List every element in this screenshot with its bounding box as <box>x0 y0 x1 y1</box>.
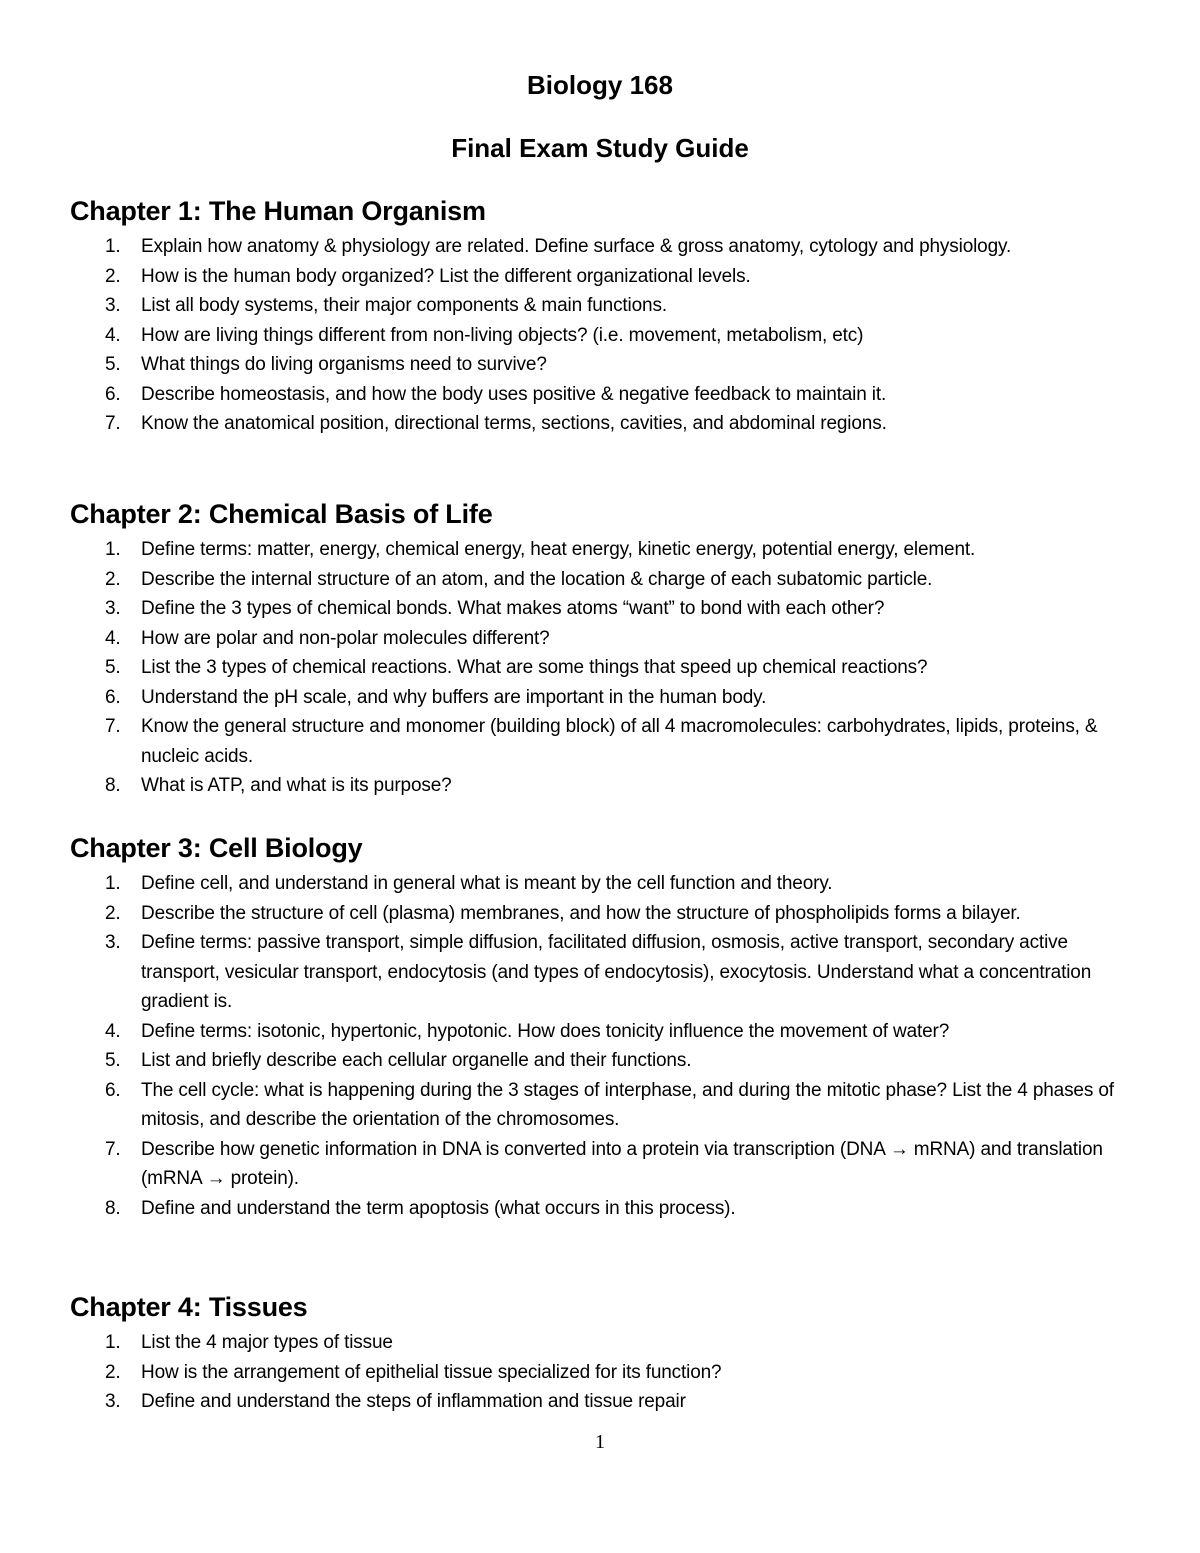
item-number: 8. <box>105 1197 121 1219</box>
item-number: 6. <box>105 383 121 405</box>
chapter-1-section <box>70 195 1130 439</box>
list-item <box>70 262 1130 292</box>
chapter-heading: Chapter 3: Cell Biology <box>70 833 363 863</box>
item-text: Define and understand the term apoptosis (what occurs in this process). <box>141 1197 736 1219</box>
question-list <box>70 1328 1130 1417</box>
chapter-heading: Chapter 1: The Human Organism <box>70 196 486 226</box>
item-number: 5. <box>105 657 121 678</box>
item-text: Understand the pH scale, and why buffers are important in the human body. <box>141 686 767 708</box>
list-item <box>70 1076 1130 1135</box>
list-item <box>70 350 1130 380</box>
item-text: Define the 3 types of chemical bonds. What makes atoms “want” to bond with each other? <box>141 598 885 619</box>
list-item <box>70 535 1130 565</box>
list-item <box>70 683 1130 713</box>
chapter-4-section <box>70 1291 1130 1417</box>
item-text: Define terms: matter, energy, chemical energy, heat energy, kinetic energy, potential energy, element. <box>141 539 976 560</box>
list-item <box>70 380 1130 410</box>
item-text: Know the anatomical position, directional terms, sections, cavities, and abdominal regions. <box>141 413 887 434</box>
item-number: 7. <box>105 413 121 434</box>
list-item <box>70 1135 1130 1194</box>
list-item <box>70 232 1130 262</box>
chapter-2-section <box>70 498 1130 801</box>
item-number: 5. <box>105 1050 121 1071</box>
list-item <box>70 565 1130 595</box>
item-number: 7. <box>105 716 121 737</box>
item-text: List all body systems, their major components & main functions. <box>141 295 667 316</box>
list-item <box>70 653 1130 683</box>
item-number: 6. <box>105 686 121 708</box>
item-number: 7. <box>105 1138 121 1160</box>
item-text: Define terms: passive transport, simple diffusion, facilitated diffusion, osmosis, active transport, secondary active transport, vesicular transport, endocytosis (and types of endocytosis), exocytosis. Understand what a concentration gradient is. <box>141 932 1092 1012</box>
item-number: 5. <box>105 354 121 375</box>
item-number: 1. <box>105 236 121 257</box>
list-item <box>70 712 1130 771</box>
item-number: 1. <box>105 873 121 894</box>
item-text: How is the arrangement of epithelial tissue specialized for its function? <box>141 1361 722 1383</box>
item-number: 2. <box>105 902 121 924</box>
item-text: Describe the internal structure of an atom, and the location & charge of each subatomic particle. <box>141 568 933 590</box>
item-number: 1. <box>105 539 121 560</box>
item-text: Describe how genetic information in DNA is converted into a protein via transcription (DNA → mRNA) and translation (mRNA → protein). <box>141 1138 1103 1189</box>
list-item <box>70 1194 1130 1224</box>
item-number: 3. <box>105 1391 121 1412</box>
item-text: Explain how anatomy & physiology are related. Define surface & gross anatomy, cytology and physiology. <box>141 236 1012 257</box>
item-text: What things do living organisms need to survive? <box>141 354 547 375</box>
item-number: 2. <box>105 1361 121 1383</box>
question-list <box>70 232 1130 439</box>
item-text: The cell cycle: what is happening during the 3 stages of interphase, and during the mitotic phase? List the 4 phases of mitosis, and describe the orientation of the chromosomes. <box>141 1079 1114 1130</box>
item-number: 3. <box>105 598 121 619</box>
item-text: List the 3 types of chemical reactions. What are some things that speed up chemical reactions? <box>141 657 928 678</box>
document-subtitle: Final Exam Study Guide <box>451 133 749 163</box>
list-item <box>70 1017 1130 1047</box>
item-text: Describe the structure of cell (plasma) membranes, and how the structure of phospholipids forms a bilayer. <box>141 902 1021 924</box>
chapter-3-section <box>70 832 1130 1223</box>
item-number: 6. <box>105 1079 121 1101</box>
item-number: 8. <box>105 775 121 796</box>
list-item <box>70 928 1130 1017</box>
item-text: Describe homeostasis, and how the body uses positive & negative feedback to maintain it. <box>141 383 887 405</box>
list-item <box>70 1358 1130 1388</box>
item-text: List and briefly describe each cellular organelle and their functions. <box>141 1050 692 1071</box>
item-number: 2. <box>105 568 121 590</box>
list-item <box>70 1328 1130 1358</box>
item-number: 3. <box>105 932 121 953</box>
item-text: List the 4 major types of tissue <box>141 1332 393 1353</box>
item-text: Define and understand the steps of inflammation and tissue repair <box>141 1391 686 1412</box>
item-text: How are polar and non-polar molecules different? <box>141 627 550 649</box>
item-number: 1. <box>105 1332 121 1353</box>
list-item <box>70 899 1130 929</box>
item-text: Define cell, and understand in general what is meant by the cell function and theory. <box>141 873 833 894</box>
page-number: 1 <box>595 1431 605 1453</box>
list-item <box>70 624 1130 654</box>
chapter-heading: Chapter 4: Tissues <box>70 1292 308 1322</box>
item-number: 4. <box>105 1020 121 1042</box>
list-item <box>70 869 1130 899</box>
item-text: What is ATP, and what is its purpose? <box>141 775 452 796</box>
question-list <box>70 535 1130 801</box>
item-number: 4. <box>105 627 121 649</box>
item-text: Know the general structure and monomer (building block) of all 4 macromolecules: carbohydrates, lipids, proteins, & nucleic acids. <box>141 716 1098 767</box>
item-number: 3. <box>105 295 121 316</box>
item-number: 2. <box>105 265 121 287</box>
item-text: Define terms: isotonic, hypertonic, hypotonic. How does tonicity influence the movement of water? <box>141 1020 950 1042</box>
list-item <box>70 291 1130 321</box>
list-item <box>70 1046 1130 1076</box>
question-list <box>70 869 1130 1223</box>
list-item <box>70 771 1130 801</box>
item-number: 4. <box>105 324 121 346</box>
item-text: How is the human body organized? List the different organizational levels. <box>141 265 751 287</box>
list-item <box>70 594 1130 624</box>
list-item <box>70 1387 1130 1417</box>
chapter-heading: Chapter 2: Chemical Basis of Life <box>70 499 493 529</box>
item-text: How are living things different from non-living objects? (i.e. movement, metabolism, etc) <box>141 324 864 346</box>
list-item <box>70 321 1130 351</box>
document-title: Biology 168 <box>527 70 673 100</box>
list-item <box>70 409 1130 439</box>
